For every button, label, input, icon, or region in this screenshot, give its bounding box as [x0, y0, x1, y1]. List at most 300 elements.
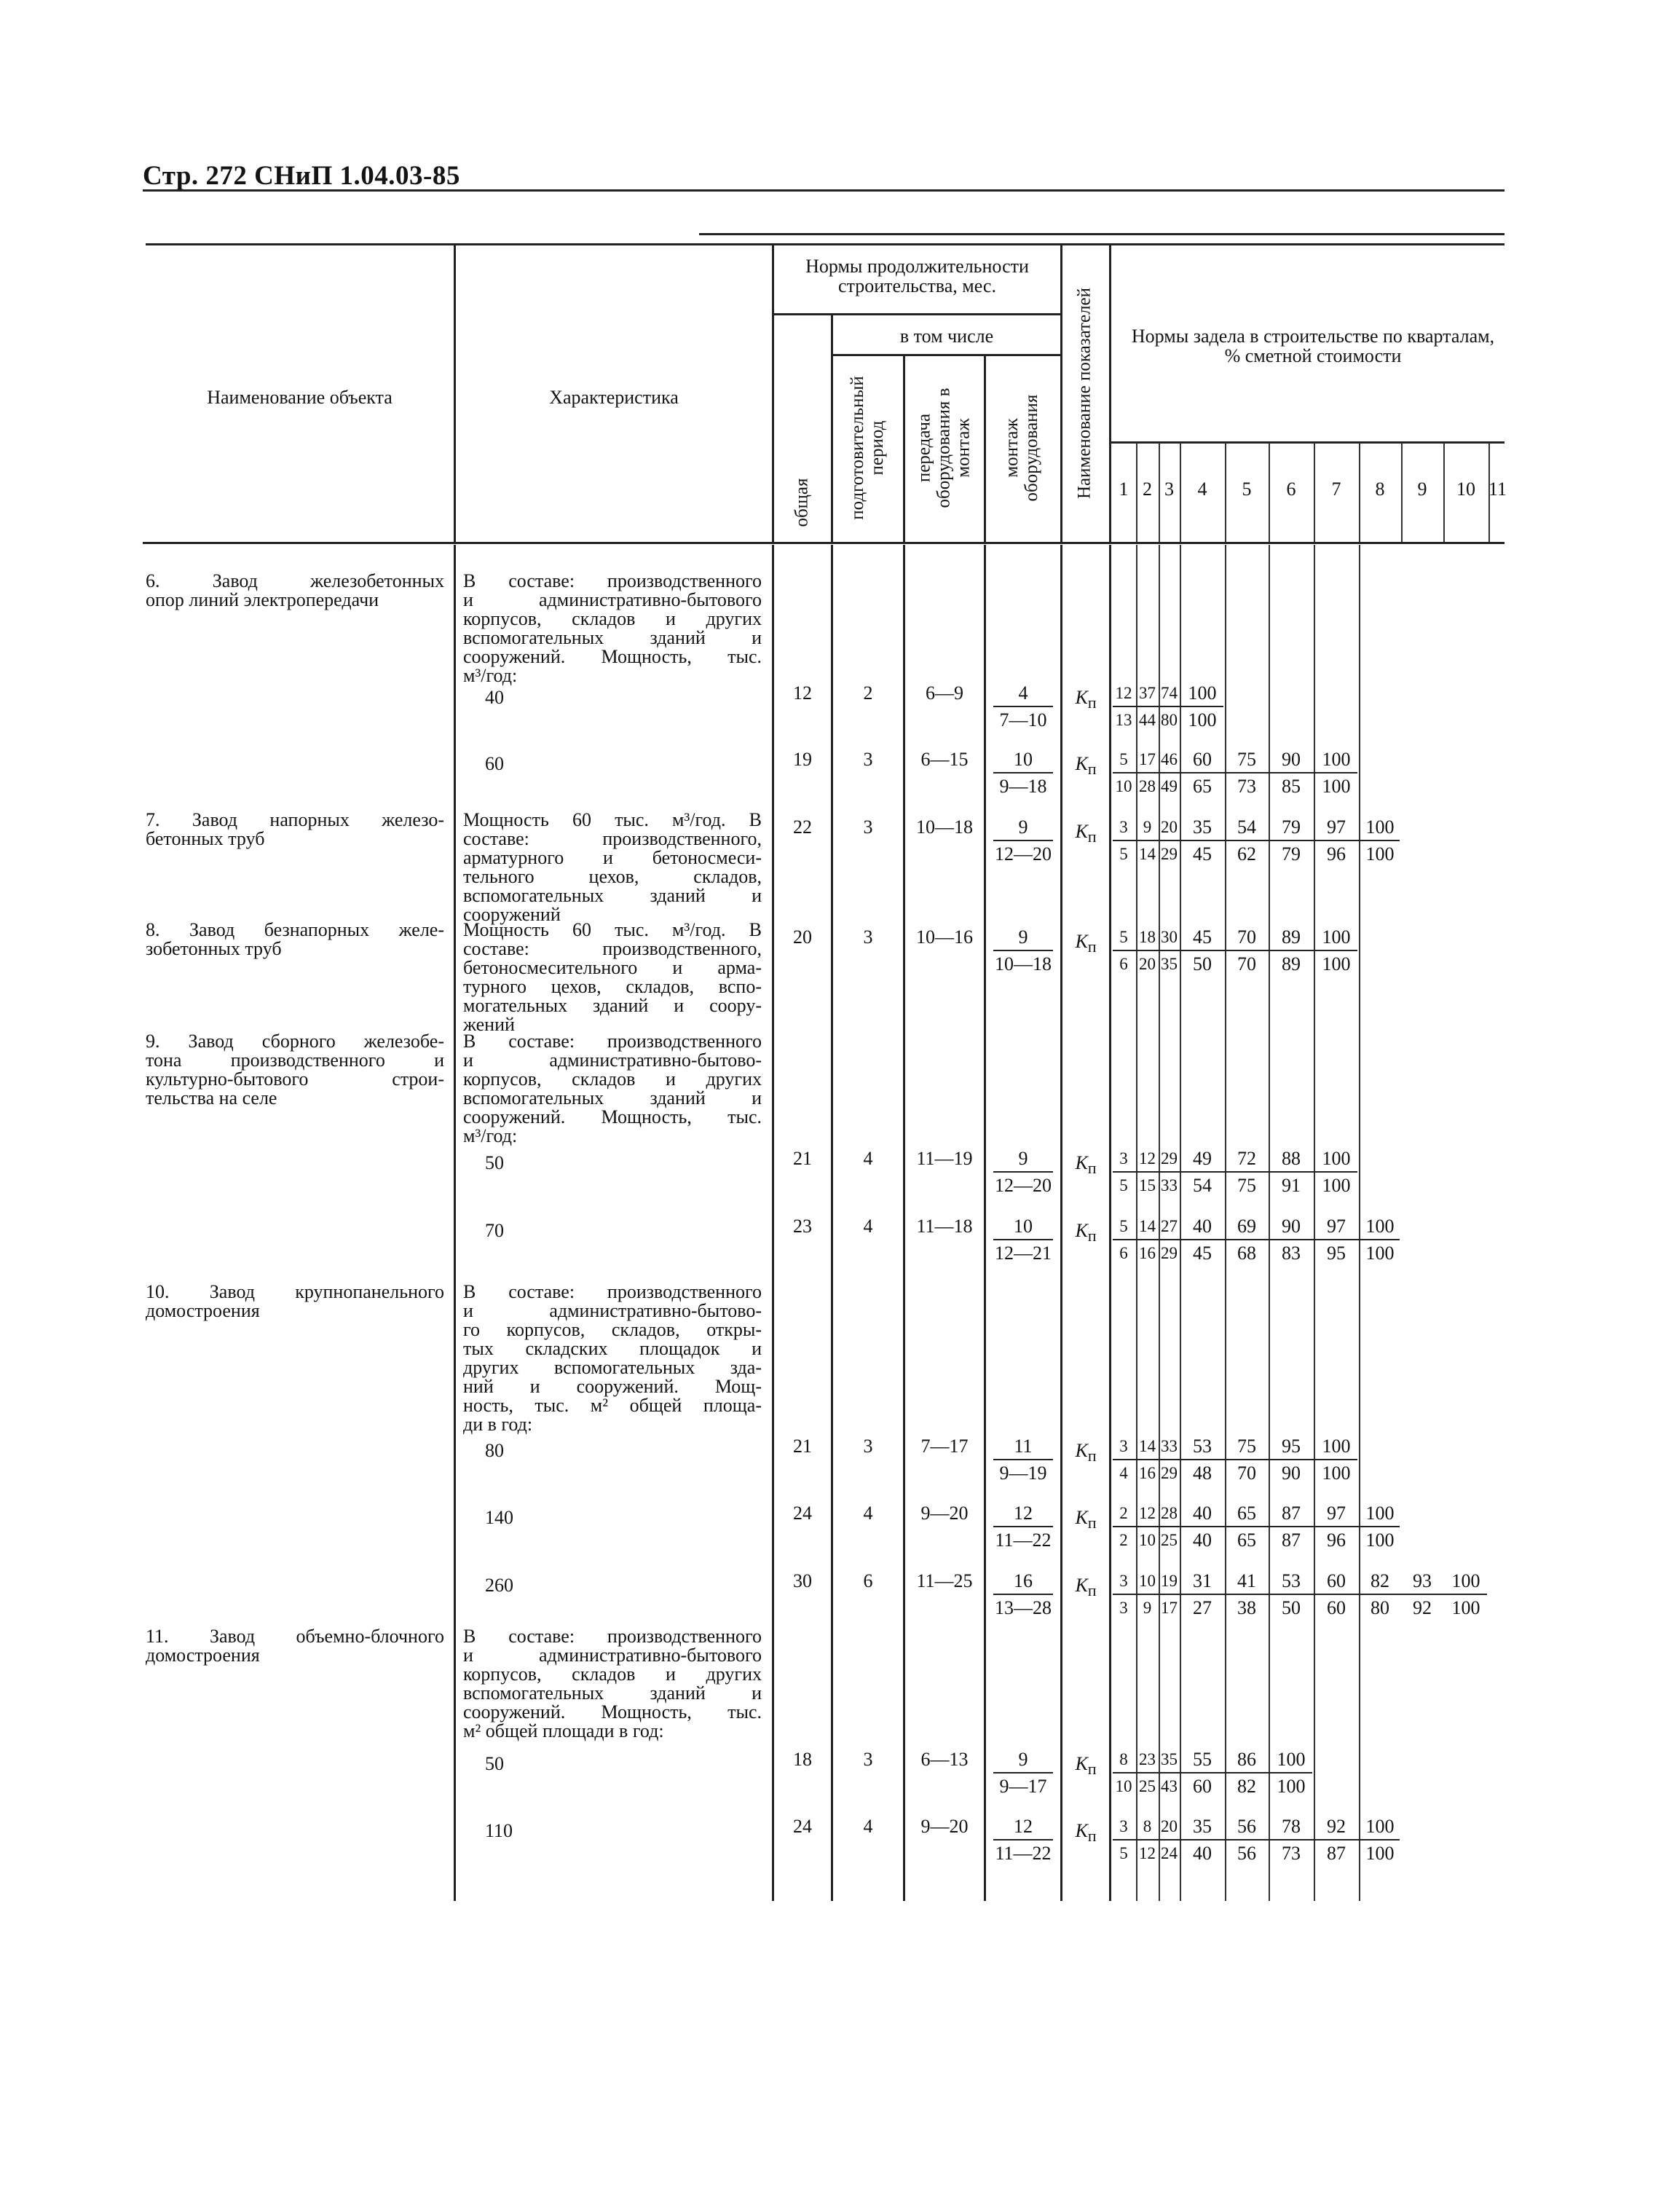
indicator-letter: К	[1075, 1575, 1088, 1596]
backlog-value: 90	[1282, 1462, 1301, 1484]
backlog-value: 17	[1139, 750, 1156, 768]
backlog-value: 100	[1451, 1570, 1480, 1591]
backlog-value: 16	[1139, 1464, 1156, 1482]
backlog-value: 75	[1237, 1175, 1256, 1196]
indicator-kp	[1065, 1754, 1106, 1779]
capacity-value: 60	[485, 753, 504, 774]
duration-total: 30	[793, 1570, 812, 1591]
backlog-value: 78	[1282, 1816, 1301, 1837]
indicator-subscript: п	[1087, 1227, 1097, 1245]
characteristic-text: и административно-бытово-	[463, 1300, 762, 1321]
duration-mount: 9	[1018, 1148, 1028, 1169]
object-name: тельства на селе	[146, 1087, 277, 1109]
backlog-value: 65	[1237, 1530, 1256, 1551]
backlog-value: 33	[1161, 1437, 1178, 1455]
backlog-value: 24	[1161, 1844, 1178, 1862]
indicator-subscript: п	[1087, 938, 1097, 956]
indicator-kp	[1065, 1575, 1106, 1601]
indicator-subscript: п	[1087, 760, 1097, 779]
backlog-value: 72	[1237, 1148, 1256, 1169]
backlog-value: 41	[1237, 1570, 1256, 1591]
duration-total: 21	[793, 1436, 812, 1457]
backlog-value: 35	[1193, 816, 1212, 838]
capacity-value: 260	[485, 1575, 513, 1596]
backlog-value: 86	[1237, 1749, 1256, 1770]
quarter-header: 4	[1197, 479, 1207, 500]
backlog-value: 100	[1322, 1175, 1351, 1196]
indicator-kp	[1065, 932, 1106, 957]
backlog-value: 100	[1188, 709, 1217, 731]
backlog-value: 50	[1193, 953, 1212, 975]
backlog-value: 3	[1119, 1572, 1128, 1590]
indicator-subscript: п	[1087, 1447, 1097, 1465]
backlog-value: 12	[1115, 684, 1132, 702]
backlog-value: 40	[1193, 1503, 1212, 1524]
backlog-value: 2	[1119, 1504, 1128, 1522]
backlog-value: 88	[1282, 1148, 1301, 1169]
duration-total: 24	[793, 1503, 812, 1524]
backlog-value: 100	[1277, 1749, 1306, 1770]
object-name: домостроения	[146, 1300, 260, 1321]
indicator-letter: К	[1075, 1440, 1088, 1461]
characteristic-text: В составе: производственного	[463, 570, 762, 591]
backlog-value: 19	[1161, 1572, 1178, 1590]
characteristic-text: м³/год:	[463, 665, 518, 686]
characteristic-text: турного цехов, складов, вспо-	[463, 976, 762, 997]
backlog-value: 100	[1451, 1597, 1480, 1618]
page-header: Стр. 272 СНиП 1.04.03-85	[143, 161, 460, 191]
object-name: 9. Завод сборного железобе-	[146, 1031, 444, 1052]
duration-transfer: 6—13	[920, 1749, 969, 1770]
duration-mount: 9	[1018, 816, 1028, 838]
backlog-value: 37	[1139, 684, 1156, 702]
indicator-kp	[1065, 1441, 1106, 1466]
column-header-duration: Нормы продолжительности строительства, мес.	[805, 256, 1029, 296]
duration-mount-range: 11—22	[995, 1530, 1052, 1551]
backlog-value: 18	[1139, 928, 1156, 946]
capacity-value: 140	[485, 1507, 513, 1528]
characteristic-text: сооружений. Мощность, тыс.	[463, 1106, 762, 1127]
duration-total: 12	[793, 682, 812, 704]
duration-mount: 9	[1018, 926, 1028, 948]
characteristic-text: вспомогательных зданий и	[463, 1682, 762, 1704]
backlog-value: 23	[1139, 1750, 1156, 1768]
backlog-value: 3	[1119, 1149, 1128, 1168]
duration-prep: 3	[863, 1436, 873, 1457]
characteristic-text: и административно-бытово-	[463, 1050, 762, 1071]
backlog-value: 100	[1365, 1816, 1395, 1837]
duration-prep: 4	[863, 1816, 873, 1837]
backlog-value: 50	[1282, 1597, 1301, 1618]
backlog-value: 60	[1193, 749, 1212, 770]
duration-prep: 3	[863, 1749, 873, 1770]
indicator-letter: К	[1075, 1152, 1088, 1173]
backlog-value: 92	[1327, 1816, 1346, 1837]
backlog-value: 54	[1237, 816, 1256, 838]
backlog-value: 12	[1139, 1504, 1156, 1522]
backlog-value: 2	[1119, 1531, 1128, 1549]
indicator-subscript: п	[1087, 828, 1097, 846]
backlog-value: 3	[1119, 1437, 1128, 1455]
indicator-letter: К	[1075, 821, 1088, 842]
backlog-value: 60	[1193, 1776, 1212, 1797]
characteristic-text: других вспомогательных зда-	[463, 1357, 762, 1378]
backlog-value: 60	[1327, 1597, 1346, 1618]
backlog-value: 96	[1327, 1530, 1346, 1551]
backlog-value: 100	[1365, 816, 1395, 838]
object-name: 6. Завод железобетонных	[146, 570, 444, 591]
backlog-value: 97	[1327, 816, 1346, 838]
backlog-value: 10	[1139, 1531, 1156, 1549]
characteristic-text: м³/год:	[463, 1125, 518, 1146]
backlog-value: 12	[1139, 1844, 1156, 1862]
indicator-kp	[1065, 754, 1106, 779]
backlog-value: 49	[1193, 1148, 1212, 1169]
duration-transfer: 9—20	[920, 1816, 969, 1837]
backlog-value: 5	[1119, 1176, 1128, 1194]
backlog-value: 46	[1161, 750, 1178, 768]
duration-mount-range: 11—22	[995, 1843, 1052, 1864]
duration-mount: 16	[1014, 1570, 1033, 1591]
characteristic-text: составе: производственного,	[463, 828, 762, 849]
duration-mount: 11	[1014, 1436, 1033, 1457]
backlog-value: 9	[1143, 818, 1152, 836]
backlog-value: 62	[1237, 843, 1256, 865]
backlog-value: 100	[1322, 953, 1351, 975]
duration-mount-range: 7—10	[999, 709, 1047, 731]
backlog-value: 29	[1161, 1149, 1178, 1168]
duration-total: 24	[793, 1816, 812, 1837]
duration-mount: 12	[1014, 1503, 1033, 1524]
backlog-value: 20	[1139, 955, 1156, 973]
backlog-value: 79	[1282, 843, 1301, 865]
backlog-value: 29	[1161, 1244, 1178, 1262]
duration-mount-range: 9—18	[999, 776, 1047, 797]
backlog-value: 60	[1327, 1570, 1346, 1591]
indicator-letter: К	[1075, 753, 1088, 774]
backlog-value: 25	[1161, 1531, 1178, 1549]
backlog-value: 35	[1193, 1816, 1212, 1837]
capacity-value: 50	[485, 1152, 504, 1173]
characteristic-text: вспомогательных зданий и	[463, 885, 762, 906]
quarter-header: 6	[1286, 479, 1296, 500]
duration-total: 18	[793, 1749, 812, 1770]
backlog-value: 80	[1161, 711, 1178, 729]
duration-mount-range: 13—28	[995, 1597, 1052, 1618]
backlog-value: 27	[1161, 1217, 1178, 1235]
backlog-value: 3	[1119, 1817, 1128, 1835]
backlog-value: 90	[1282, 1216, 1301, 1237]
duration-mount: 10	[1014, 749, 1033, 770]
backlog-value: 87	[1282, 1530, 1301, 1551]
backlog-value: 82	[1237, 1776, 1256, 1797]
backlog-value: 87	[1282, 1503, 1301, 1524]
duration-total: 21	[793, 1148, 812, 1169]
backlog-value: 100	[1188, 682, 1217, 704]
characteristic-text: вспомогательных зданий и	[463, 627, 762, 648]
duration-prep: 3	[863, 816, 873, 838]
capacity-value: 40	[485, 687, 504, 708]
backlog-value: 55	[1193, 1749, 1212, 1770]
backlog-value: 74	[1161, 684, 1178, 702]
backlog-value: 100	[1322, 926, 1351, 948]
indicator-letter: К	[1075, 1820, 1088, 1841]
column-header-mount: монтаж оборудования	[1002, 394, 1041, 502]
quarter-header: 1	[1119, 479, 1129, 500]
backlog-value: 100	[1365, 1216, 1395, 1237]
backlog-value: 6	[1119, 1244, 1128, 1262]
characteristic-text: арматурного и бетоносмеси-	[463, 847, 762, 868]
backlog-value: 97	[1327, 1503, 1346, 1524]
duration-prep: 2	[863, 682, 873, 704]
backlog-value: 8	[1119, 1750, 1128, 1768]
backlog-value: 10	[1115, 1777, 1132, 1795]
backlog-value: 3	[1119, 818, 1128, 836]
duration-transfer: 6—15	[920, 749, 969, 770]
duration-total: 23	[793, 1216, 812, 1237]
backlog-value: 69	[1237, 1216, 1256, 1237]
backlog-value: 5	[1119, 1844, 1128, 1862]
characteristic-text: тельного цехов, складов,	[463, 866, 762, 887]
object-name: тона производственного и	[146, 1050, 444, 1071]
column-header-prep: подготовительный период	[848, 376, 887, 520]
backlog-value: 100	[1322, 749, 1351, 770]
characteristic-text: В составе: производственного	[463, 1281, 762, 1302]
backlog-value: 89	[1282, 926, 1301, 948]
capacity-value: 50	[485, 1753, 504, 1774]
backlog-value: 95	[1327, 1243, 1346, 1264]
backlog-value: 44	[1139, 711, 1156, 729]
backlog-value: 5	[1119, 750, 1128, 768]
backlog-value: 4	[1119, 1464, 1128, 1482]
backlog-value: 65	[1193, 776, 1212, 797]
duration-prep: 4	[863, 1148, 873, 1169]
backlog-value: 14	[1139, 1437, 1156, 1455]
object-name: 8. Завод безнапорных желе-	[146, 919, 444, 940]
duration-prep: 4	[863, 1216, 873, 1237]
backlog-value: 35	[1161, 1750, 1178, 1768]
backlog-value: 100	[1322, 776, 1351, 797]
duration-transfer: 11—19	[916, 1148, 973, 1169]
backlog-value: 73	[1237, 776, 1256, 797]
backlog-value: 100	[1365, 1843, 1395, 1864]
characteristic-text: могательных зданий и соору-	[463, 995, 762, 1016]
indicator-subscript: п	[1087, 1760, 1097, 1779]
quarter-header: 8	[1375, 479, 1385, 500]
backlog-value: 27	[1193, 1597, 1212, 1618]
backlog-value: 29	[1161, 1464, 1178, 1482]
indicator-subscript: п	[1087, 1514, 1097, 1532]
duration-mount-range: 12—20	[995, 1175, 1052, 1196]
backlog-value: 100	[1365, 843, 1395, 865]
backlog-value: 85	[1282, 776, 1301, 797]
duration-transfer: 7—17	[920, 1436, 969, 1457]
characteristic-text: корпусов, складов и других	[463, 608, 762, 629]
duration-total: 20	[793, 926, 812, 948]
backlog-value: 48	[1193, 1462, 1212, 1484]
duration-mount-range: 12—20	[995, 843, 1052, 865]
backlog-value: 8	[1143, 1817, 1152, 1835]
characteristic-text: В составе: производственного	[463, 1626, 762, 1647]
backlog-value: 70	[1237, 926, 1256, 948]
duration-mount: 9	[1018, 1749, 1028, 1770]
characteristic-text: и административно-бытового	[463, 589, 762, 610]
indicator-kp	[1065, 688, 1106, 713]
backlog-value: 100	[1365, 1243, 1395, 1264]
backlog-value: 6	[1119, 955, 1128, 973]
duration-transfer: 11—18	[916, 1216, 973, 1237]
backlog-value: 68	[1237, 1243, 1256, 1264]
object-name: культурно-бытового строи-	[146, 1068, 444, 1090]
indicator-subscript: п	[1087, 1827, 1097, 1846]
backlog-value: 54	[1193, 1175, 1212, 1196]
duration-transfer: 9—20	[920, 1503, 969, 1524]
capacity-value: 70	[485, 1220, 504, 1241]
backlog-value: 25	[1139, 1777, 1156, 1795]
quarter-header: 2	[1143, 479, 1152, 500]
backlog-value: 43	[1161, 1777, 1178, 1795]
duration-mount-range: 9—19	[999, 1462, 1047, 1484]
indicator-subscript: п	[1087, 1160, 1097, 1178]
duration-mount: 12	[1014, 1816, 1033, 1837]
characteristic-text: Мощность 60 тыс. м³/год. В	[463, 919, 762, 940]
column-header-including: в том числе	[899, 326, 994, 347]
characteristic-text: и административно-бытового	[463, 1645, 762, 1666]
duration-total: 22	[793, 816, 812, 838]
backlog-value: 13	[1115, 711, 1132, 729]
backlog-value: 5	[1119, 1217, 1128, 1235]
backlog-value: 5	[1119, 928, 1128, 946]
backlog-value: 75	[1237, 749, 1256, 770]
backlog-value: 95	[1282, 1436, 1301, 1457]
quarter-header: 5	[1242, 479, 1252, 500]
backlog-value: 20	[1161, 1817, 1178, 1835]
object-name: 10. Завод крупнопанельного	[146, 1281, 444, 1302]
backlog-value: 5	[1119, 845, 1128, 863]
backlog-value: 70	[1237, 1462, 1256, 1484]
indicator-letter: К	[1075, 1507, 1088, 1528]
object-name: домостроения	[146, 1645, 260, 1666]
backlog-value: 53	[1282, 1570, 1301, 1591]
backlog-value: 45	[1193, 843, 1212, 865]
characteristic-text: жений	[463, 1014, 515, 1035]
capacity-value: 80	[485, 1440, 504, 1461]
backlog-value: 29	[1161, 845, 1178, 863]
indicator-kp	[1065, 1508, 1106, 1533]
characteristic-text: корпусов, складов и других	[463, 1664, 762, 1685]
quarter-header: 10	[1456, 479, 1475, 500]
backlog-value: 3	[1119, 1599, 1128, 1617]
backlog-value: 80	[1371, 1597, 1389, 1618]
backlog-value: 9	[1143, 1599, 1152, 1617]
backlog-value: 87	[1327, 1843, 1346, 1864]
backlog-value: 93	[1413, 1570, 1432, 1591]
duration-mount: 10	[1014, 1216, 1033, 1237]
duration-mount: 4	[1018, 682, 1028, 704]
backlog-value: 96	[1327, 843, 1346, 865]
indicator-letter: К	[1075, 1753, 1088, 1774]
backlog-value: 91	[1282, 1175, 1301, 1196]
indicator-kp	[1065, 1221, 1106, 1246]
object-name: 11. Завод объемно-блочного	[146, 1626, 444, 1647]
backlog-value: 75	[1237, 1436, 1256, 1457]
capacity-value: 110	[485, 1820, 513, 1841]
duration-transfer: 10—16	[916, 926, 973, 948]
characteristic-text: го корпусов, складов, откры-	[463, 1319, 762, 1340]
backlog-value: 70	[1237, 953, 1256, 975]
backlog-value: 14	[1139, 1217, 1156, 1235]
characteristic-text: ность, тыс. м² общей площа-	[463, 1395, 762, 1416]
backlog-value: 28	[1161, 1504, 1178, 1522]
backlog-value: 100	[1322, 1148, 1351, 1169]
backlog-value: 16	[1139, 1244, 1156, 1262]
duration-transfer: 10—18	[916, 816, 973, 838]
backlog-value: 53	[1193, 1436, 1212, 1457]
duration-total: 19	[793, 749, 812, 770]
backlog-value: 38	[1237, 1597, 1256, 1618]
backlog-value: 35	[1161, 955, 1178, 973]
backlog-value: 83	[1282, 1243, 1301, 1264]
backlog-value: 56	[1237, 1843, 1256, 1864]
column-header-characteristic: Характеристика	[549, 387, 679, 408]
backlog-value: 10	[1115, 777, 1132, 795]
quarter-header: 3	[1164, 479, 1174, 500]
indicator-letter: К	[1075, 1220, 1088, 1241]
duration-prep: 3	[863, 749, 873, 770]
backlog-value: 56	[1237, 1816, 1256, 1837]
indicator-subscript: п	[1087, 694, 1097, 712]
backlog-value: 12	[1139, 1149, 1156, 1168]
backlog-value: 100	[1365, 1530, 1395, 1551]
backlog-value: 92	[1413, 1597, 1432, 1618]
object-name: опор линий электропередачи	[146, 589, 379, 610]
backlog-value: 14	[1139, 845, 1156, 863]
quarter-header: 9	[1417, 479, 1427, 500]
backlog-value: 40	[1193, 1530, 1212, 1551]
backlog-value: 45	[1193, 926, 1212, 948]
backlog-value: 97	[1327, 1216, 1346, 1237]
duration-mount-range: 9—17	[999, 1776, 1047, 1797]
backlog-value: 20	[1161, 818, 1178, 836]
characteristic-text: ди в год:	[463, 1414, 533, 1435]
duration-transfer: 11—25	[916, 1570, 973, 1591]
backlog-value: 100	[1277, 1776, 1306, 1797]
backlog-value: 89	[1282, 953, 1301, 975]
indicator-kp	[1065, 1821, 1106, 1846]
column-header-transfer: передача оборудования в монтаж	[914, 387, 974, 508]
backlog-value: 28	[1139, 777, 1156, 795]
characteristic-text: м² общей площади в год:	[463, 1720, 664, 1741]
backlog-value: 40	[1193, 1843, 1212, 1864]
quarter-header: 7	[1331, 479, 1341, 500]
duration-prep: 3	[863, 926, 873, 948]
characteristic-text: В составе: производственного	[463, 1031, 762, 1052]
backlog-value: 40	[1193, 1216, 1212, 1237]
characteristic-text: Мощность 60 тыс. м³/год. В	[463, 809, 762, 830]
characteristic-text: бетоносмесительного и арма-	[463, 957, 762, 978]
backlog-value: 65	[1237, 1503, 1256, 1524]
object-name: 7. Завод напорных железо-	[146, 809, 444, 830]
object-name: зобетонных труб	[146, 938, 282, 959]
indicator-letter: К	[1075, 687, 1088, 708]
backlog-value: 30	[1161, 928, 1178, 946]
characteristic-text: сооружений. Мощность, тыс.	[463, 1701, 762, 1723]
object-name: бетонных труб	[146, 828, 265, 849]
backlog-value: 82	[1371, 1570, 1389, 1591]
characteristic-text: ний и сооружений. Мощ-	[463, 1376, 762, 1397]
column-header-name: Наименование объекта	[207, 387, 393, 408]
indicator-subscript: п	[1087, 1582, 1097, 1600]
